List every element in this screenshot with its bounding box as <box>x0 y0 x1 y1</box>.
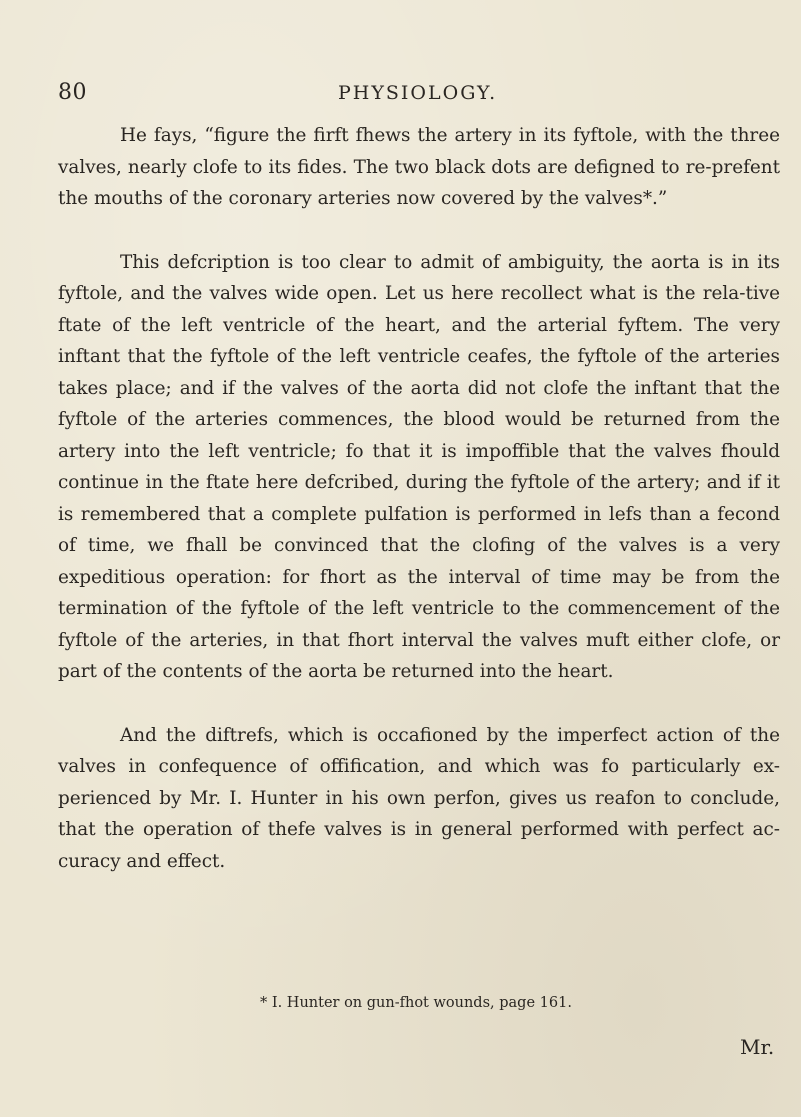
footnote: * I. Hunter on gun-fhot wounds, page 161. <box>260 995 572 1011</box>
catchword: Mr. <box>740 1035 775 1059</box>
page-number: 80 <box>58 80 87 105</box>
page-header <box>58 80 768 114</box>
body-text <box>58 120 780 877</box>
paragraph-distress: And the diftrefs, which is occafioned by the imperfect action of the valves in confequence of offification, and which was fo particularly ex-perienced by Mr. I. Hunter in his own perfon, gives us reafon to conclude, that the operation of thefe valves is in general performed with perfect ac-curacy and effect. <box>58 724 780 872</box>
running-head: PHYSIOLOGY. <box>338 82 498 104</box>
paragraph-description: This defcription is too clear to admit of ambiguity, the aorta is in its fyftole, and the valves wide open. Let us here recollect what is the rela-tive ftate of the left ventricle of the heart, and the arterial fyftem. The very inftant that the fyftole of the left ventricle ceafes, the fyftole of the arteries takes place; and if the valves of the aorta did not clofe the inftant that the fyftole of the arteries commences, the blood would be returned from the artery into the left ventricle; fo that it is impoffible that the valves fhould continue in the ftate here defcribed, during the fyftole of the artery; and if it is remembered that a complete pulfation is performed in lefs than a fecond of time, we fhall be convinced that the clofing of the valves is a very expeditious operation: for fhort as the interval of time may be from the termination of the fyftole of the left ventricle to the commencement of the fyftole of the arteries, in that fhort interval the valves muft either clofe, or part of the contents of the aorta be returned into the heart. <box>58 251 780 682</box>
paragraph-quotation: He fays, “figure the firft fhews the artery in its fyftole, with the three valves, nearly clofe to its fides. The two black dots are defigned to re-prefent the mouths of the coronary arteries now covered by the valves*.” <box>58 125 780 209</box>
